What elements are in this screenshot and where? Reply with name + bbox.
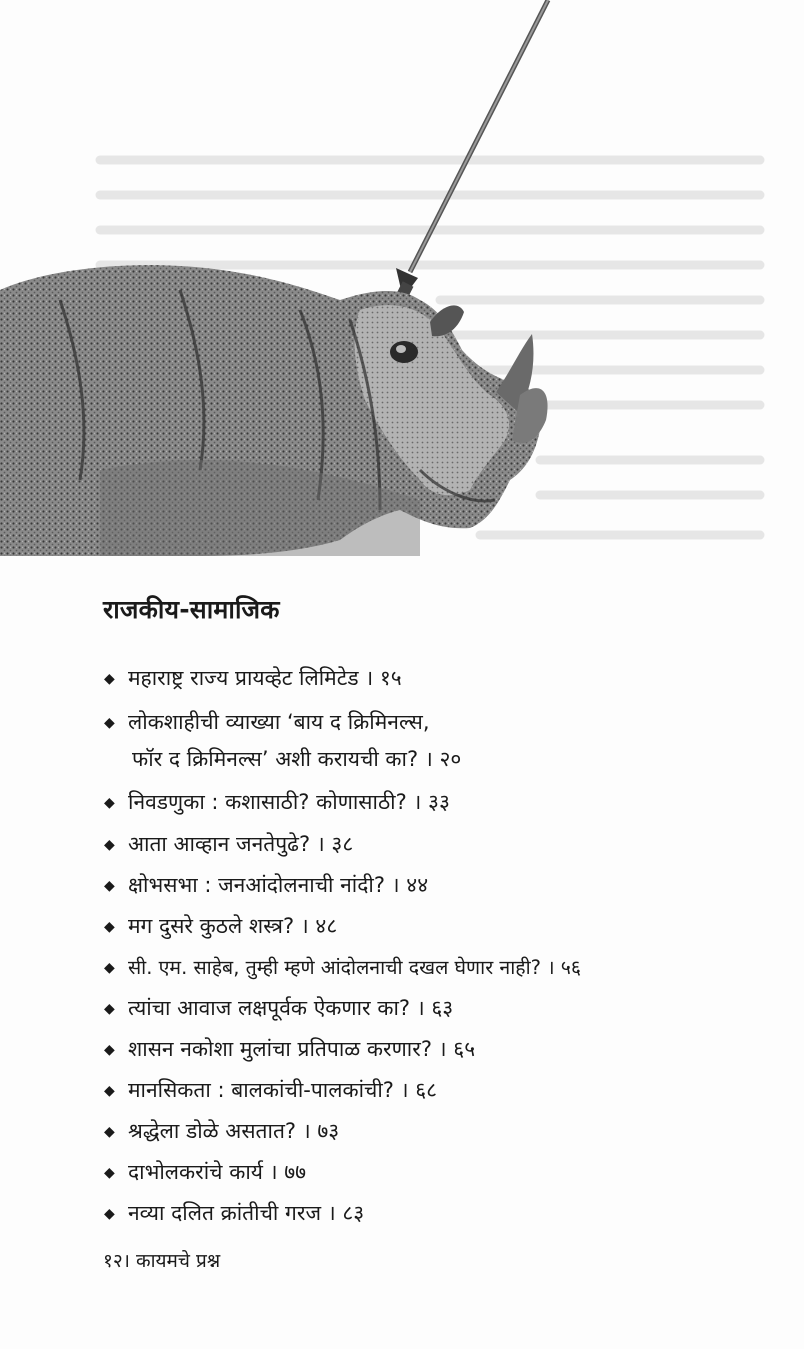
dart-icon	[395, 0, 548, 303]
toc-item[interactable]	[104, 784, 450, 821]
diamond-bullet-icon: ◆	[104, 1165, 115, 1181]
toc-item-title: शासन नकोशा मुलांचा प्रतिपाळ करणार? । ६५	[128, 1037, 476, 1061]
diamond-bullet-icon: ◆	[104, 960, 115, 976]
diamond-bullet-icon: ◆	[104, 837, 115, 853]
diamond-bullet-icon: ◆	[104, 795, 115, 811]
toc-item-title-continued: फॉर द क्रिमिनल्स’ अशी करायची का? । २०	[132, 747, 462, 771]
toc-item[interactable]	[104, 1195, 364, 1232]
diamond-bullet-icon: ◆	[104, 671, 115, 687]
toc-item[interactable]	[104, 1072, 437, 1109]
toc-item[interactable]	[104, 660, 402, 697]
toc-item-title: त्यांचा आवाज लक्षपूर्वक ऐकणार का? । ६३	[128, 996, 454, 1020]
toc-item-title: नव्या दलित क्रांतीची गरज । ८३	[128, 1201, 365, 1225]
toc-item[interactable]	[104, 908, 337, 945]
diamond-bullet-icon: ◆	[104, 1042, 115, 1058]
toc-item[interactable]	[104, 949, 581, 986]
toc-item-title: आता आव्हान जनतेपुढे? । ३८	[128, 832, 354, 856]
page-footer: १२। कायमचे प्रश्न	[103, 1250, 221, 1272]
toc-item-title: दाभोलकरांचे कार्य । ७७	[128, 1160, 307, 1184]
toc-item[interactable]	[104, 826, 353, 863]
toc-item-title: क्षोभसभा : जनआंदोलनाची नांदी? । ४४	[128, 873, 429, 897]
diamond-bullet-icon: ◆	[104, 1001, 115, 1017]
toc-item-title: सी. एम. साहेब, तुम्ही म्हणे आंदोलनाची दखल घेणार नाही? । ५६	[128, 956, 582, 979]
rhinoceros-illustration	[0, 0, 804, 560]
toc-item-title: श्रद्धेला डोळे असतात? । ७३	[128, 1119, 340, 1143]
toc-item[interactable]	[104, 704, 461, 777]
diamond-bullet-icon: ◆	[104, 1206, 115, 1222]
toc-item-title: लोकशाहीची व्याख्या ‘बाय द क्रिमिनल्स,	[128, 710, 430, 734]
section-heading: राजकीय-सामाजिक	[103, 595, 280, 624]
toc-item-title: मग दुसरे कुठले शस्त्र? । ४८	[128, 914, 338, 938]
toc-item-title: मानसिकता : बालकांची-पालकांची? । ६८	[128, 1078, 438, 1102]
toc-item-title: निवडणुका : कशासाठी? कोणासाठी? । ३३	[128, 790, 450, 814]
toc-item[interactable]	[104, 1031, 475, 1068]
toc-item[interactable]	[104, 867, 428, 904]
toc-item[interactable]	[104, 990, 453, 1027]
diamond-bullet-icon: ◆	[104, 715, 115, 731]
diamond-bullet-icon: ◆	[104, 878, 115, 894]
toc-item[interactable]	[104, 1113, 339, 1150]
toc-item-title: महाराष्ट्र राज्य प्रायव्हेट लिमिटेड । १५	[128, 666, 402, 690]
diamond-bullet-icon: ◆	[104, 1124, 115, 1140]
diamond-bullet-icon: ◆	[104, 1083, 115, 1099]
diamond-bullet-icon: ◆	[104, 919, 115, 935]
toc-item[interactable]	[104, 1154, 306, 1191]
